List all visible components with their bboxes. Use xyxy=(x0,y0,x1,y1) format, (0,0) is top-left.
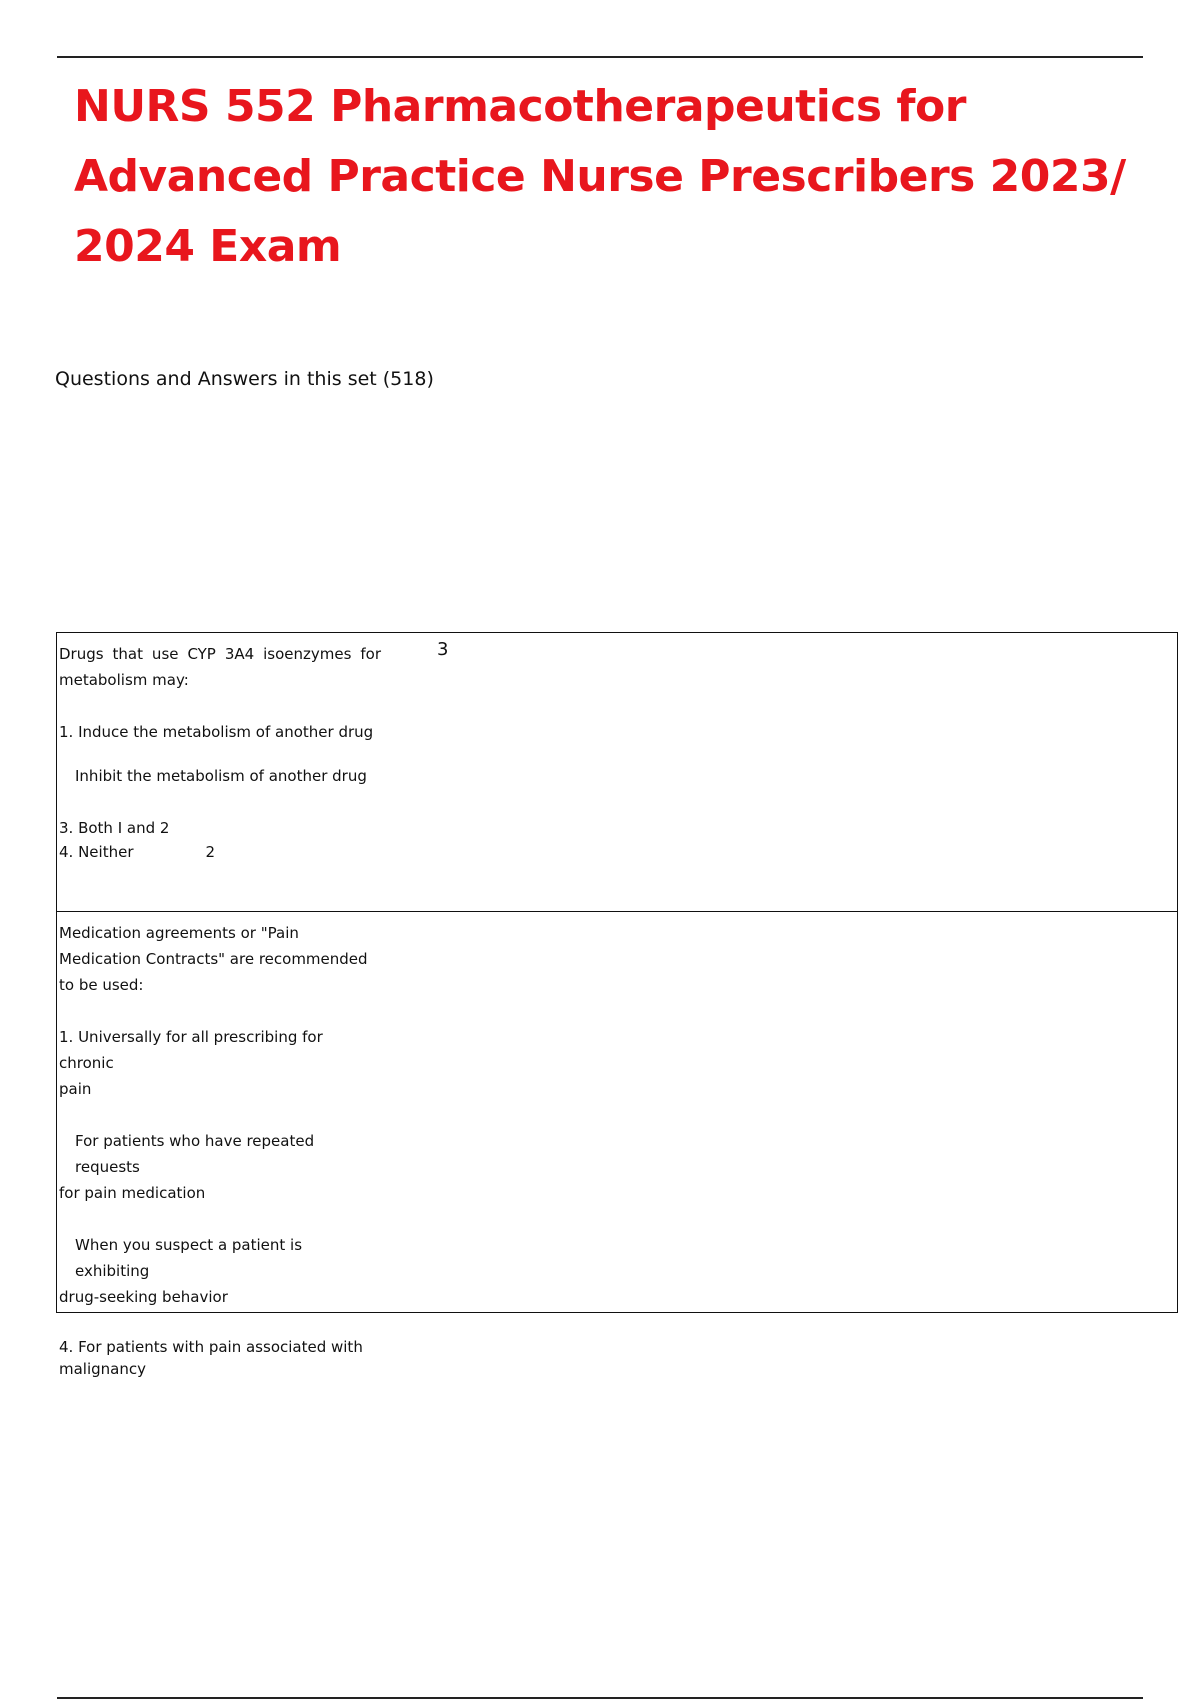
option-1: 1. Induce the metabolism of another drug xyxy=(59,723,374,741)
answer-value: 3 xyxy=(437,639,449,660)
option-1: 1. Universally for all prescribing for chronic xyxy=(59,1028,323,1072)
top-rule xyxy=(57,56,1143,58)
bottom-rule xyxy=(57,1697,1143,1699)
option-4: 4. Neither xyxy=(59,843,134,861)
option-3-cont: drug-seeking behavior xyxy=(59,1288,228,1306)
option-3: 3. Both I and 2 xyxy=(59,819,170,837)
question-stem-line: Drugs that use CYP 3A4 isoenzymes for xyxy=(59,645,381,663)
option-4-row xyxy=(59,839,381,865)
question-stem-line: to be used: xyxy=(59,976,144,994)
option-2: Inhibit the metabolism of another drug xyxy=(75,767,367,785)
question-block xyxy=(59,920,381,1380)
option-2-cont: for pain medication xyxy=(59,1184,206,1202)
table-row xyxy=(57,912,1178,1313)
option-2: For patients who have repeated requests xyxy=(75,1132,315,1176)
question-count-subtitle: Questions and Answers in this set (518) xyxy=(55,368,434,390)
qa-table xyxy=(56,632,1178,1378)
inline-number: 2 xyxy=(205,843,216,861)
option-1-cont: pain xyxy=(59,1080,92,1098)
question-block xyxy=(59,641,381,865)
qa-cell xyxy=(57,633,1178,912)
table-row xyxy=(57,633,1178,912)
option-4-cont: malignancy xyxy=(59,1360,146,1378)
question-stem-line: Medication agreements or "Pain xyxy=(59,924,299,942)
option-4: 4. For patients with pain associated with xyxy=(59,1338,363,1356)
qa-cell xyxy=(57,912,1178,1378)
document-title: NURS 552 Pharmacotherapeutics for Advanced Practice Nurse Prescribers 2023/ 2024 Exam xyxy=(74,81,1126,272)
question-stem-line: metabolism may: xyxy=(59,671,189,689)
option-3: When you suspect a patient is exhibiting xyxy=(75,1236,303,1280)
question-stem-line: Medication Contracts" are recommended xyxy=(59,950,368,968)
